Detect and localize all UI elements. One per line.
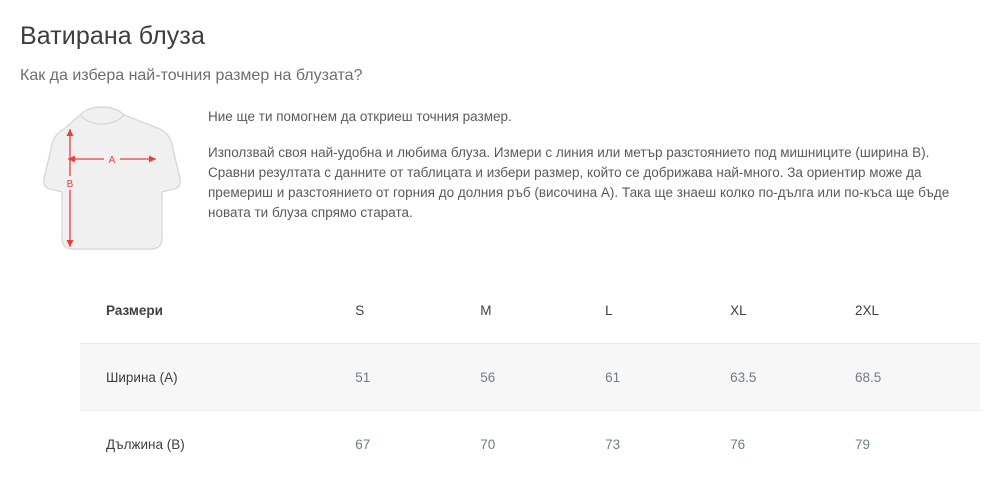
intro-text (200, 99, 978, 223)
size-table-body (80, 344, 980, 477)
column-header-s: S (355, 277, 480, 344)
column-header-2xl: 2XL (855, 277, 980, 344)
cell-width-m: 56 (480, 344, 605, 411)
table-row (80, 344, 980, 411)
figure-label-a: A (109, 155, 116, 166)
page-subtitle: Как да избера най-точния размер на блузата? (20, 67, 980, 85)
intro-paragraph-2: Използвай своя най-удобна и любима блуза. Измери с линия или метър разстоянието под мишниците (ширина B). Сравни резултата с данните от таблицата и избери размер, който се добрижава най-много. За ориентир може да премериш и разстоянието от горния до долния ръб (височина A). Така ще знаеш колко по-дълга или по-къса ще бъде новата ти блуза спрямо старата. (208, 143, 978, 223)
cell-width-xl: 63.5 (730, 344, 855, 411)
column-header-xl: XL (730, 277, 855, 344)
intro-paragraph-1: Ние ще ти помогнем да откриеш точния размер. (208, 107, 978, 127)
cell-length-xl: 76 (730, 411, 855, 477)
cell-length-l: 73 (605, 411, 730, 477)
row-label-width: Ширина (A) (80, 344, 355, 411)
size-table-head (80, 277, 980, 344)
shirt-diagram-icon (20, 99, 200, 259)
cell-width-l: 61 (605, 344, 730, 411)
column-header-l: L (605, 277, 730, 344)
figure-label-b: B (67, 179, 74, 190)
page-title: Ватирана блуза (20, 22, 980, 51)
column-header-sizes: Размери (80, 277, 355, 344)
cell-width-s: 51 (355, 344, 480, 411)
size-table (80, 277, 980, 477)
cell-width-2xl: 68.5 (855, 344, 980, 411)
table-row (80, 411, 980, 477)
column-header-m: M (480, 277, 605, 344)
cell-length-s: 67 (355, 411, 480, 477)
table-header-row (80, 277, 980, 344)
cell-length-m: 70 (480, 411, 605, 477)
intro-block (20, 99, 980, 259)
row-label-length: Дължина (B) (80, 411, 355, 477)
cell-length-2xl: 79 (855, 411, 980, 477)
